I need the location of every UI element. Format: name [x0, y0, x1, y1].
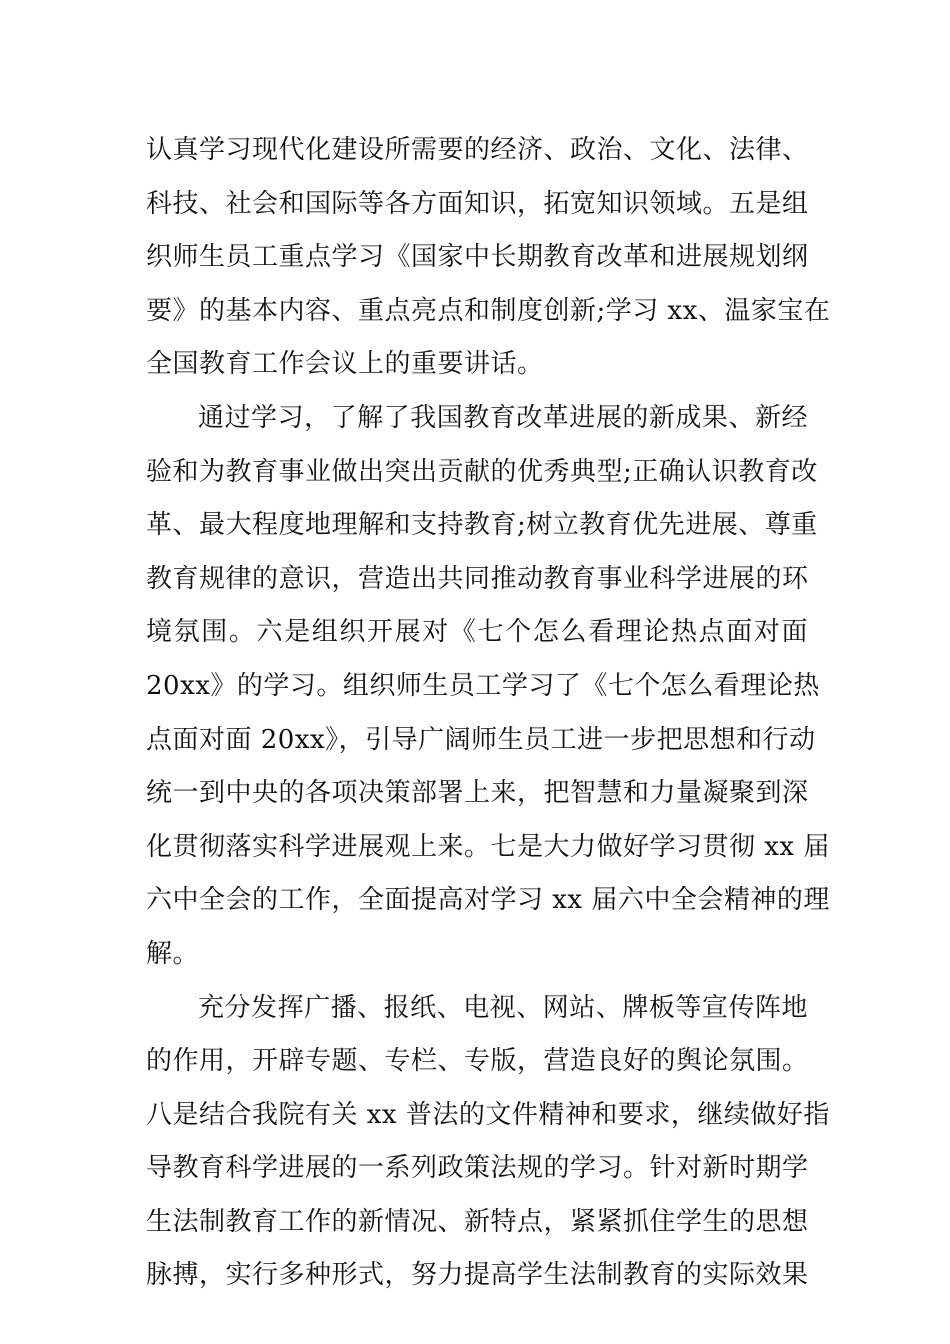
- text-line: 生法制教育工作的新情况、新特点，紧紧抓住学生的思想: [146, 1206, 809, 1237]
- text-line: 解。: [146, 938, 200, 969]
- text-line: 点面对面 20xx》，引导广阔师生员工进一步把思想和行动: [146, 724, 816, 755]
- text-line: 通过学习，了解了我国教育改革进展的新成果、新经: [198, 402, 808, 433]
- text-line: 统一到中央的各项决策部署上来，把智慧和力量凝聚到深: [146, 778, 809, 809]
- text-line: 六中全会的工作，全面提高对学习 xx 届六中全会精神的理: [146, 885, 830, 916]
- text-line: 脉搏，实行多种形式，努力提高学生法制教育的实际效果: [146, 1260, 809, 1291]
- text-line: 境氛围。六是组织开展对《七个怎么看理论热点面对面: [146, 617, 808, 648]
- text-line: 教育规律的意识，营造出共同推动教育事业科学进展的环: [146, 563, 809, 594]
- text-line: 导教育科学进展的一系列政策法规的学习。针对新时期学: [146, 1153, 809, 1184]
- text-line: 化贯彻落实科学进展观上来。七是大力做好学习贯彻 xx 届: [146, 831, 830, 862]
- text-line: 八是结合我院有关 xx 普法的文件精神和要求，继续做好指: [146, 1099, 830, 1130]
- paragraph-2: [146, 392, 830, 982]
- paragraph-1: [146, 124, 831, 392]
- text-line: 认真学习现代化建设所需要的经济、政治、文化、法律、: [146, 135, 809, 165]
- text-line: 20xx》的学习。组织师生员工学习了《七个怎么看理论热: [146, 670, 820, 701]
- paragraph-3: [146, 982, 830, 1304]
- text-line: 科技、社会和国际等各方面知识，拓宽知识领域。五是组: [146, 188, 809, 219]
- text-line: 要》的基本内容、重点亮点和制度创新;学习 xx、温家宝在: [146, 295, 831, 326]
- text-line: 织师生员工重点学习《国家中长期教育改革和进展规划纲: [146, 242, 809, 273]
- text-line: 的作用，开辟专题、专栏、专版，营造良好的舆论氛围。: [146, 1046, 809, 1077]
- text-line: 充分发挥广播、报纸、电视、网站、牌板等宣传阵地: [198, 992, 808, 1023]
- text-line: 全国教育工作会议上的重要讲话。: [146, 349, 544, 380]
- document-body: [146, 124, 831, 1303]
- text-line: 革、最大程度地理解和支持教育;树立教育优先进展、尊重: [146, 510, 818, 541]
- text-line: 验和为教育事业做出突出贡献的优秀典型;正确认识教育改: [146, 456, 818, 487]
